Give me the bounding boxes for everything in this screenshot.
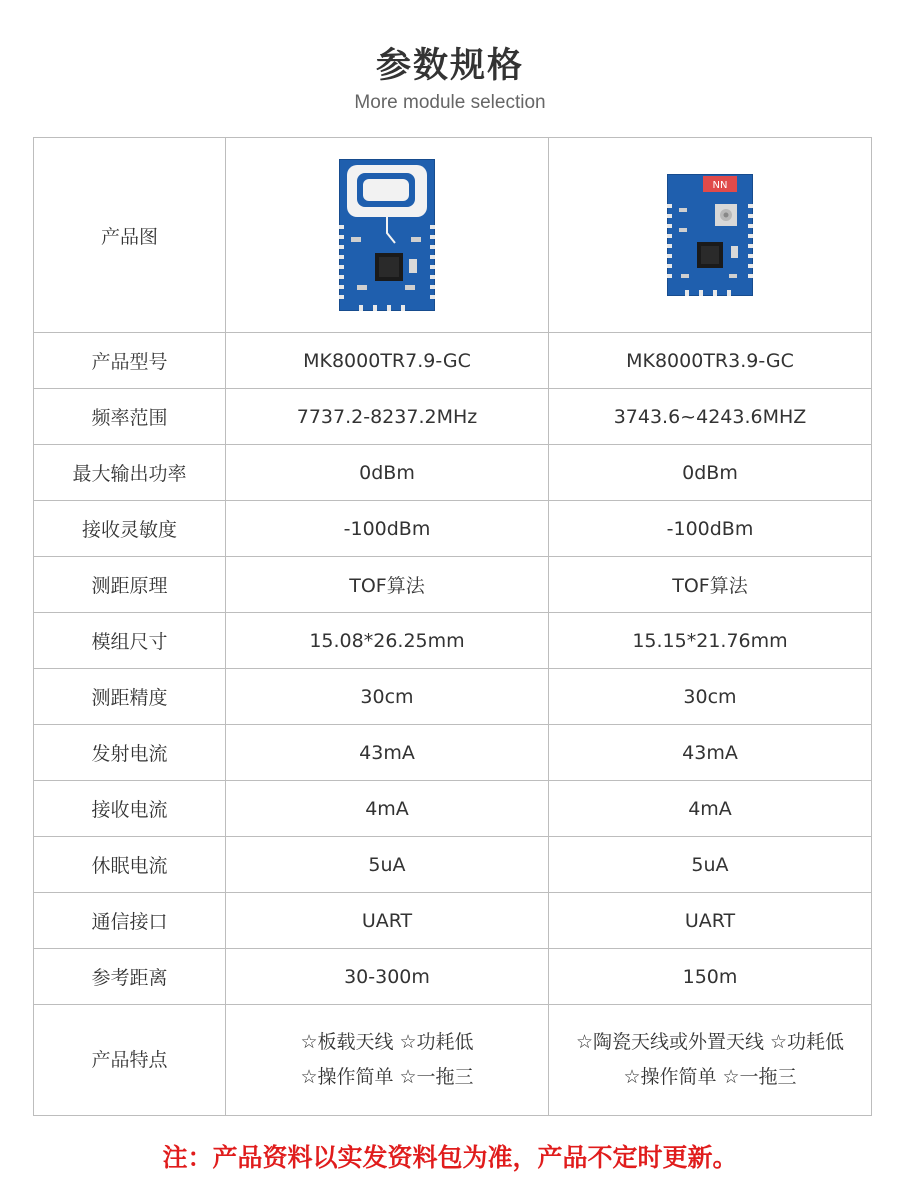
cell-value-2: UART — [549, 893, 872, 949]
cell-value-2: 43mA — [549, 725, 872, 781]
features-cell-2 — [549, 1005, 872, 1116]
row-label: 测距精度 — [34, 669, 226, 725]
cell-value-1: 0dBm — [226, 445, 549, 501]
product-image-cell-1 — [226, 138, 549, 333]
row-label: 通信接口 — [34, 893, 226, 949]
cell-value-1: -100dBm — [226, 501, 549, 557]
row-label: 接收电流 — [34, 781, 226, 837]
table-row — [34, 893, 872, 949]
table-row — [34, 557, 872, 613]
cell-value-1: UART — [226, 893, 549, 949]
page-title: 参数规格 — [375, 46, 524, 86]
cell-value-2: 0dBm — [549, 445, 872, 501]
row-label: 频率范围 — [34, 389, 226, 445]
module1-pcb-image — [339, 159, 435, 311]
table-row-image — [34, 138, 872, 333]
row-label: 休眠电流 — [34, 837, 226, 893]
table-row — [34, 949, 872, 1005]
row-label: 参考距离 — [34, 949, 226, 1005]
cell-value-2: 4mA — [549, 781, 872, 837]
feature-line: ☆板载天线 ☆功耗低 — [300, 1031, 474, 1053]
table-row — [34, 333, 872, 389]
cell-value-1: 15.08*26.25mm — [226, 613, 549, 669]
feature-line: ☆陶瓷天线或外置天线 ☆功耗低 — [575, 1031, 845, 1053]
cell-value-2: 15.15*21.76mm — [549, 613, 872, 669]
cell-value-1: 5uA — [226, 837, 549, 893]
cell-value-1: TOF算法 — [226, 557, 549, 613]
cell-value-2: 150m — [549, 949, 872, 1005]
product-image-cell-2 — [549, 138, 872, 333]
cell-value-1: MK8000TR7.9-GC — [226, 333, 549, 389]
cell-value-1: 43mA — [226, 725, 549, 781]
row-label: 最大输出功率 — [34, 445, 226, 501]
features-cell-1 — [226, 1005, 549, 1116]
row-label: 产品特点 — [34, 1005, 226, 1116]
page-subtitle: More module selection — [354, 92, 546, 113]
table-row — [34, 781, 872, 837]
row-label: 测距原理 — [34, 557, 226, 613]
cell-value-2: TOF算法 — [549, 557, 872, 613]
table-row-features — [34, 1005, 872, 1116]
table-row — [34, 501, 872, 557]
row-label: 发射电流 — [34, 725, 226, 781]
disclaimer-note: 注：产品资料以实发资料包为准，产品不定时更新。 — [162, 1143, 738, 1172]
table-row — [34, 837, 872, 893]
cell-value-1: 30-300m — [226, 949, 549, 1005]
table-row — [34, 389, 872, 445]
table-row — [34, 669, 872, 725]
module2-pcb-image — [667, 174, 753, 296]
cell-value-2: MK8000TR3.9-GC — [549, 333, 872, 389]
row-label: 产品型号 — [34, 333, 226, 389]
cell-value-1: 4mA — [226, 781, 549, 837]
row-label: 模组尺寸 — [34, 613, 226, 669]
svg-text:NN: NN — [712, 180, 728, 191]
cell-value-2: 30cm — [549, 669, 872, 725]
cell-value-2: -100dBm — [549, 501, 872, 557]
feature-line: ☆操作简单 ☆一拖三 — [300, 1066, 474, 1088]
row-label: 接收灵敏度 — [34, 501, 226, 557]
cell-value-2: 3743.6~4243.6MHZ — [549, 389, 872, 445]
table-row — [34, 613, 872, 669]
row-label: 产品图 — [34, 138, 226, 333]
cell-value-2: 5uA — [549, 837, 872, 893]
table-row — [34, 725, 872, 781]
cell-value-1: 7737.2-8237.2MHz — [226, 389, 549, 445]
table-row — [34, 445, 872, 501]
cell-value-1: 30cm — [226, 669, 549, 725]
spec-table — [33, 137, 872, 1116]
feature-line: ☆操作简单 ☆一拖三 — [623, 1066, 797, 1088]
